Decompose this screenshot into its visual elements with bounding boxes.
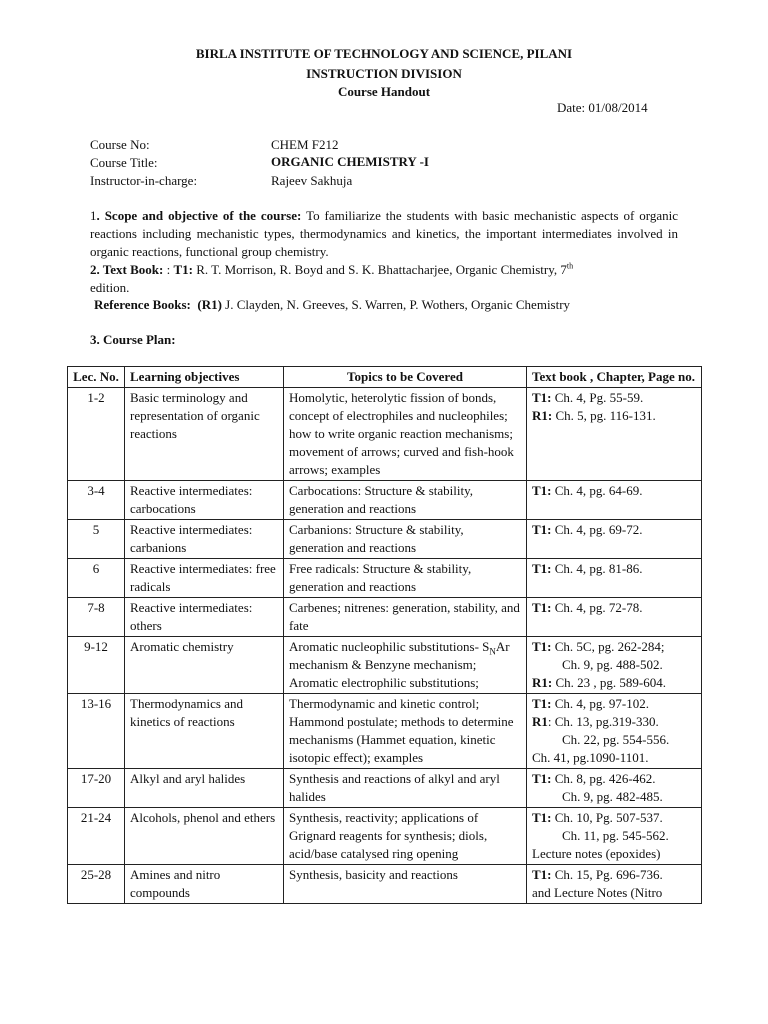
course-no-label: Course No: bbox=[90, 137, 150, 152]
reference-label: T1: bbox=[532, 696, 552, 711]
reference-line bbox=[532, 482, 696, 500]
reference-text: Ch. 41, pg.1090-1101. bbox=[532, 750, 649, 765]
reference-line bbox=[532, 713, 696, 731]
learning-objective-cell: Alkyl and aryl halides bbox=[125, 769, 284, 808]
textbook-sup: th bbox=[566, 261, 574, 271]
learning-objective-cell: Reactive intermediates: carbanions bbox=[125, 520, 284, 559]
topics-cell: Carbocations: Structure & stability, generation and reactions bbox=[284, 481, 527, 520]
reference-line bbox=[532, 788, 696, 806]
textbook-reference-cell bbox=[527, 637, 702, 694]
learning-objective-cell: Alcohols, phenol and ethers bbox=[125, 808, 284, 865]
lecture-number-cell: 25-28 bbox=[68, 865, 125, 904]
reference-text: : Ch. 13, pg.319-330. bbox=[547, 714, 659, 729]
col-header-textbook: Text book , Chapter, Page no. bbox=[527, 367, 702, 388]
table-header-row bbox=[68, 367, 702, 388]
reference-label: T1: bbox=[532, 600, 552, 615]
lecture-number-cell: 9-12 bbox=[68, 637, 125, 694]
topics-cell: Thermodynamic and kinetic control; Hammond postulate; methods to determine mechanisms (Hammet equation, kinetic isotopic effect); examples bbox=[284, 694, 527, 769]
handout-date: Date: 01/08/2014 bbox=[557, 100, 648, 115]
topics-cell: Homolytic, heterolytic fission of bonds, concept of electrophiles and nucleophiles; how to write organic reaction mechanisms; movement of arrows; curved and fish-hook arrows; examples bbox=[284, 388, 527, 481]
table-row bbox=[68, 559, 702, 598]
reference-line bbox=[532, 749, 696, 767]
reference-line bbox=[532, 389, 696, 407]
textbook-reference-cell bbox=[527, 559, 702, 598]
topics-cell: Synthesis, basicity and reactions bbox=[284, 865, 527, 904]
topics-post: Ar mechanism & Benzyne mechanism; bbox=[289, 639, 510, 672]
reference-line bbox=[532, 656, 696, 674]
reference-text: Ch. 11, pg. 545-562. bbox=[562, 828, 669, 843]
lecture-number-cell: 3-4 bbox=[68, 481, 125, 520]
textbook-reference-cell bbox=[527, 769, 702, 808]
topics-line2: Aromatic electrophilic substitutions; bbox=[289, 675, 479, 690]
table-row bbox=[68, 769, 702, 808]
reference-label: R1 bbox=[532, 714, 548, 729]
topics-cell: Free radicals: Structure & stability, generation and reactions bbox=[284, 559, 527, 598]
reference-label: T1: bbox=[532, 771, 552, 786]
instructor-label: Instructor-in-charge: bbox=[90, 173, 198, 188]
reference-text: Ch. 4, pg. 64-69. bbox=[551, 483, 643, 498]
reference-label: R1: bbox=[532, 675, 553, 690]
reference-text: Lecture notes (epoxides) bbox=[532, 846, 661, 861]
table-row bbox=[68, 520, 702, 559]
reference-line bbox=[532, 827, 696, 845]
table-row bbox=[68, 388, 702, 481]
reference-line bbox=[532, 884, 696, 902]
textbook-edition: edition. bbox=[90, 280, 130, 295]
scope-section bbox=[90, 207, 678, 261]
reference-label: T1: bbox=[532, 522, 552, 537]
reference-text: Ch. 4, pg. 69-72. bbox=[551, 522, 643, 537]
learning-objective-cell: Reactive intermediates: free radicals bbox=[125, 559, 284, 598]
topics-cell: Carbenes; nitrenes: generation, stability, and fate bbox=[284, 598, 527, 637]
col-header-objectives: Learning objectives bbox=[125, 367, 284, 388]
lecture-number-cell: 7-8 bbox=[68, 598, 125, 637]
course-plan-heading: 3. Course Plan: bbox=[90, 332, 176, 347]
reference-section bbox=[94, 297, 570, 313]
textbook-text: R. T. Morrison, R. Boyd and S. K. Bhattacharjee, Organic Chemistry, 7 bbox=[192, 262, 567, 277]
topics-cell bbox=[284, 637, 527, 694]
col-header-lec: Lec. No. bbox=[68, 367, 125, 388]
course-no-value: CHEM F212 bbox=[271, 137, 339, 152]
division-name: INSTRUCTION DIVISION bbox=[306, 66, 462, 81]
table-row bbox=[68, 808, 702, 865]
reference-label: T1: bbox=[532, 561, 552, 576]
reference-text: and Lecture Notes (Nitro bbox=[532, 885, 663, 900]
course-title-value: ORGANIC CHEMISTRY -I bbox=[271, 154, 429, 169]
lecture-number-cell: 17-20 bbox=[68, 769, 125, 808]
reference-line bbox=[532, 845, 696, 863]
learning-objective-cell: Thermodynamics and kinetics of reactions bbox=[125, 694, 284, 769]
reference-line bbox=[532, 731, 696, 749]
reference-line bbox=[532, 521, 696, 539]
learning-objective-cell: Aromatic chemistry bbox=[125, 637, 284, 694]
learning-objective-cell: Reactive intermediates: carbocations bbox=[125, 481, 284, 520]
lecture-number-cell: 21-24 bbox=[68, 808, 125, 865]
table-row bbox=[68, 637, 702, 694]
table-row bbox=[68, 598, 702, 637]
learning-objective-cell: Basic terminology and representation of organic reactions bbox=[125, 388, 284, 481]
reference-line bbox=[532, 809, 696, 827]
scope-number: 1 bbox=[90, 208, 97, 223]
course-title-label: Course Title: bbox=[90, 155, 158, 170]
institute-name: BIRLA INSTITUTE OF TECHNOLOGY AND SCIENCE, PILANI bbox=[195, 46, 573, 61]
textbook-reference-cell bbox=[527, 694, 702, 769]
topics-cell: Carbanions: Structure & stability, generation and reactions bbox=[284, 520, 527, 559]
reference-text: Ch. 10, Pg. 507-537. bbox=[551, 810, 663, 825]
reference-text: Ch. 23 , pg. 589-604. bbox=[552, 675, 666, 690]
reference-text: Ch. 5, pg. 116-131. bbox=[552, 408, 656, 423]
scope-text: To familiarize the students with basic mechanistic aspects of organic reactions including mechanistic types, thermodynamics and kinetics, the important intermediates involved in organic reactions, functional group chemistry. bbox=[90, 208, 678, 259]
reference-label: T1: bbox=[532, 390, 552, 405]
table-row bbox=[68, 481, 702, 520]
textbook-reference-cell bbox=[527, 481, 702, 520]
lecture-number-cell: 5 bbox=[68, 520, 125, 559]
scope-heading: . Scope and objective of the course: bbox=[96, 208, 302, 223]
topics-cell: Synthesis, reactivity; applications of Grignard reagents for synthesis; diols, acid/base catalysed ring opening bbox=[284, 808, 527, 865]
reference-line bbox=[532, 560, 696, 578]
table-row bbox=[68, 865, 702, 904]
reference-line bbox=[532, 407, 696, 425]
textbook-section bbox=[90, 261, 678, 297]
reference-label: T1: bbox=[532, 867, 552, 882]
reference-label: T1: bbox=[532, 639, 552, 654]
learning-objective-cell: Reactive intermediates: others bbox=[125, 598, 284, 637]
lecture-number-cell: 13-16 bbox=[68, 694, 125, 769]
reference-text: J. Clayden, N. Greeves, S. Warren, P. Wothers, Organic Chemistry bbox=[221, 297, 571, 312]
reference-label: T1: bbox=[532, 810, 552, 825]
document-title: Course Handout bbox=[337, 84, 431, 99]
reference-text: Ch. 4, pg. 72-78. bbox=[551, 600, 643, 615]
reference-r1-label: (R1) bbox=[197, 297, 222, 312]
reference-text: Ch. 8, pg. 426-462. bbox=[551, 771, 656, 786]
reference-text: Ch. 4, Pg. 55-59. bbox=[551, 390, 644, 405]
reference-label: R1: bbox=[532, 408, 553, 423]
reference-line bbox=[532, 866, 696, 884]
reference-text: Ch. 4, pg. 97-102. bbox=[551, 696, 649, 711]
textbook-reference-cell bbox=[527, 598, 702, 637]
reference-line bbox=[532, 770, 696, 788]
reference-text: Ch. 4, pg. 81-86. bbox=[551, 561, 643, 576]
reference-text: Ch. 5C, pg. 262-284; bbox=[551, 639, 665, 654]
col-header-topics: Topics to be Covered bbox=[284, 367, 527, 388]
table-row bbox=[68, 694, 702, 769]
reference-text: Ch. 9, pg. 482-485. bbox=[562, 789, 663, 804]
textbook-reference-cell bbox=[527, 865, 702, 904]
topics-sub: N bbox=[489, 646, 496, 657]
reference-line bbox=[532, 599, 696, 617]
topics-cell: Synthesis and reactions of alkyl and aryl halides bbox=[284, 769, 527, 808]
textbook-sep: : bbox=[163, 262, 174, 277]
reference-line bbox=[532, 674, 696, 692]
reference-line bbox=[532, 638, 696, 656]
learning-objective-cell: Amines and nitro compounds bbox=[125, 865, 284, 904]
textbook-t1-label: T1: bbox=[173, 262, 193, 277]
reference-heading: Reference Books: bbox=[94, 297, 191, 312]
textbook-reference-cell bbox=[527, 808, 702, 865]
reference-text: Ch. 22, pg. 554-556. bbox=[562, 732, 670, 747]
lecture-number-cell: 1-2 bbox=[68, 388, 125, 481]
textbook-reference-cell bbox=[527, 520, 702, 559]
textbook-heading: 2. Text Book: bbox=[90, 262, 164, 277]
lecture-number-cell: 6 bbox=[68, 559, 125, 598]
textbook-reference-cell bbox=[527, 388, 702, 481]
reference-label: T1: bbox=[532, 483, 552, 498]
reference-text: Ch. 15, Pg. 696-736. bbox=[551, 867, 663, 882]
reference-text: Ch. 9, pg. 488-502. bbox=[562, 657, 663, 672]
instructor-value: Rajeev Sakhuja bbox=[271, 173, 353, 188]
course-plan-table bbox=[67, 366, 702, 904]
reference-line bbox=[532, 695, 696, 713]
topics-pre: Aromatic nucleophilic substitutions- S bbox=[289, 639, 490, 654]
